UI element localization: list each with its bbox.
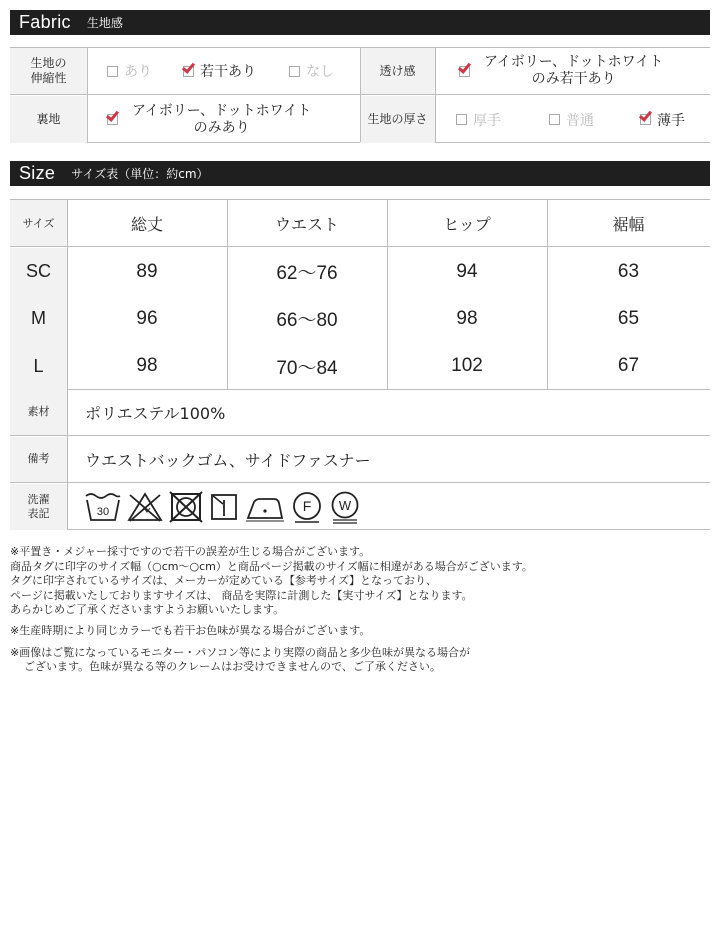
thickness-option-usude (640, 96, 685, 143)
size-table (10, 199, 710, 390)
size-section-subtitle: サイズ表（単位：約cm） (71, 167, 209, 181)
size-divider (227, 200, 228, 390)
note-line: あらかじめご了承くださいますようお願いいたします。 (10, 603, 285, 617)
note-line: タグに印字されているサイズは、メーカーが定めている【参考サイズ】となっており、 (10, 574, 438, 588)
size-row-label: L (10, 342, 67, 390)
fabric-section-header (10, 10, 710, 35)
stretch-option-jakkan-label: 若干あり (200, 64, 256, 80)
remarks-row (10, 437, 710, 483)
size-col-header: 裾幅 (612, 214, 645, 234)
fabric-table (10, 47, 710, 143)
note-line: ※平置き・メジャー採寸ですので若干の誤差が生じる場合がございます。 (10, 545, 371, 558)
size-header-label: サイズ (10, 200, 67, 246)
line-dry-shade-icon (208, 490, 240, 524)
note-line: ございます。色味が異なる等のクレームはお受けできませんので、ご了承ください。 (24, 660, 441, 674)
care-label (10, 484, 67, 530)
material-value: ポリエステル100% (85, 404, 226, 423)
dry-clean-f-text: F (302, 498, 312, 514)
thickness-label: 生地の厚さ (360, 96, 435, 143)
size-col-header: ヒップ (443, 214, 491, 234)
size-cell: 62～76 (276, 263, 338, 284)
lining-value (107, 96, 311, 143)
size-cell: 65 (617, 307, 640, 329)
checkbox-unchecked-icon (289, 66, 300, 77)
sheer-value (459, 48, 663, 94)
table-row (10, 342, 710, 390)
stretch-option-ari-label: あり (124, 64, 152, 80)
care-label-line2: 表記 (27, 507, 50, 520)
size-cell: 63 (617, 260, 640, 282)
stretch-label-line2: 伸縮性 (30, 71, 67, 85)
stretch-option-ari (107, 48, 152, 94)
wash-30-icon (84, 490, 122, 524)
size-divider (547, 200, 548, 390)
wet-clean-w-icon (328, 490, 362, 524)
lining-value-line1: アイボリー、ドットホワイト (132, 102, 312, 119)
checkbox-unchecked-icon (107, 66, 118, 77)
fabric-divider (87, 48, 88, 142)
notes (10, 545, 710, 675)
sheer-label: 透け感 (360, 48, 435, 94)
material-label: 素材 (10, 390, 67, 435)
size-col-header: ウエスト (274, 214, 339, 234)
thickness-option-atsude (456, 96, 501, 143)
care-symbols (84, 484, 362, 530)
no-tumble-dry-icon (168, 490, 204, 524)
thickness-option-atsude-label: 厚手 (473, 112, 501, 129)
info-table (10, 390, 710, 530)
note-line: ページに掲載いたしておりますサイズは、 商品を実際に計測した【実寸サイズ】となります。 (10, 588, 473, 602)
note-line: ※画像はご覧になっているモニター・パソコン等により実際の商品と多少色味が異なる場合が (10, 645, 470, 659)
care-row (10, 484, 710, 530)
lining-value-line2: のみあり (193, 119, 250, 136)
sheer-value-line2: のみ若干あり (531, 71, 616, 87)
size-cell: 98 (456, 307, 478, 329)
info-divider (67, 390, 68, 530)
size-cell: 67 (617, 355, 640, 376)
size-cell: 94 (456, 260, 478, 282)
note-line: 商品タグに印字のサイズ幅（○cm～○cm）と商品ページ掲載のサイズ幅に相違がある場合がございます。 (10, 559, 533, 573)
wet-clean-w-text: W (338, 498, 352, 513)
size-cell: 96 (136, 307, 158, 329)
care-label-line1: 洗濯 (27, 492, 50, 506)
size-section-header (10, 161, 710, 186)
checkbox-unchecked-icon (456, 114, 467, 125)
checkbox-checked-icon (183, 66, 194, 77)
remarks-value: ウエストバックゴム、サイドファスナー (85, 451, 371, 470)
fabric-section-title: Fabric (19, 12, 71, 32)
size-table-header (10, 200, 710, 247)
checkbox-unchecked-icon (549, 114, 560, 125)
dry-clean-f-icon (290, 490, 324, 524)
size-divider (387, 200, 388, 390)
iron-low-icon (244, 490, 286, 524)
thickness-option-futsuu-label: 普通 (566, 112, 594, 129)
size-row-label: SC (10, 248, 67, 295)
note-line: ※生産時期により同じカラーでも若干お色味が異なる場合がございます。 (10, 623, 371, 637)
material-row (10, 390, 710, 436)
fabric-divider (360, 48, 361, 142)
size-divider (67, 200, 68, 390)
checkbox-checked-icon (459, 66, 470, 77)
no-bleach-icon (126, 490, 164, 524)
sheer-value-line1: アイボリー、ドットホワイト (484, 54, 664, 71)
stretch-option-nashi-label: なし (306, 64, 334, 80)
thickness-option-usude-label: 薄手 (657, 112, 685, 129)
stretch-option-jakkan (183, 48, 256, 94)
stretch-label-line1: 生地の (30, 56, 67, 70)
size-cell: 66～80 (276, 310, 338, 331)
size-section-title: Size (19, 163, 56, 183)
remarks-label: 備考 (10, 437, 67, 482)
size-cell: 102 (451, 355, 483, 376)
checkbox-checked-icon (640, 114, 651, 125)
thickness-option-futsuu (549, 96, 594, 143)
stretch-label (10, 48, 87, 94)
fabric-divider (435, 48, 436, 142)
size-cell: 89 (136, 260, 158, 282)
checkbox-checked-icon (107, 114, 118, 125)
table-row (10, 295, 710, 342)
size-row-label: M (10, 295, 67, 342)
size-cell: 70～84 (276, 357, 338, 379)
fabric-section-subtitle: 生地感 (86, 16, 123, 30)
lining-label: 裏地 (10, 96, 87, 143)
size-col-header: 総丈 (130, 214, 163, 234)
stretch-option-nashi (289, 48, 334, 94)
size-cell: 98 (136, 355, 158, 376)
table-row (10, 248, 710, 295)
wash-temp-text: 30 (96, 506, 110, 518)
